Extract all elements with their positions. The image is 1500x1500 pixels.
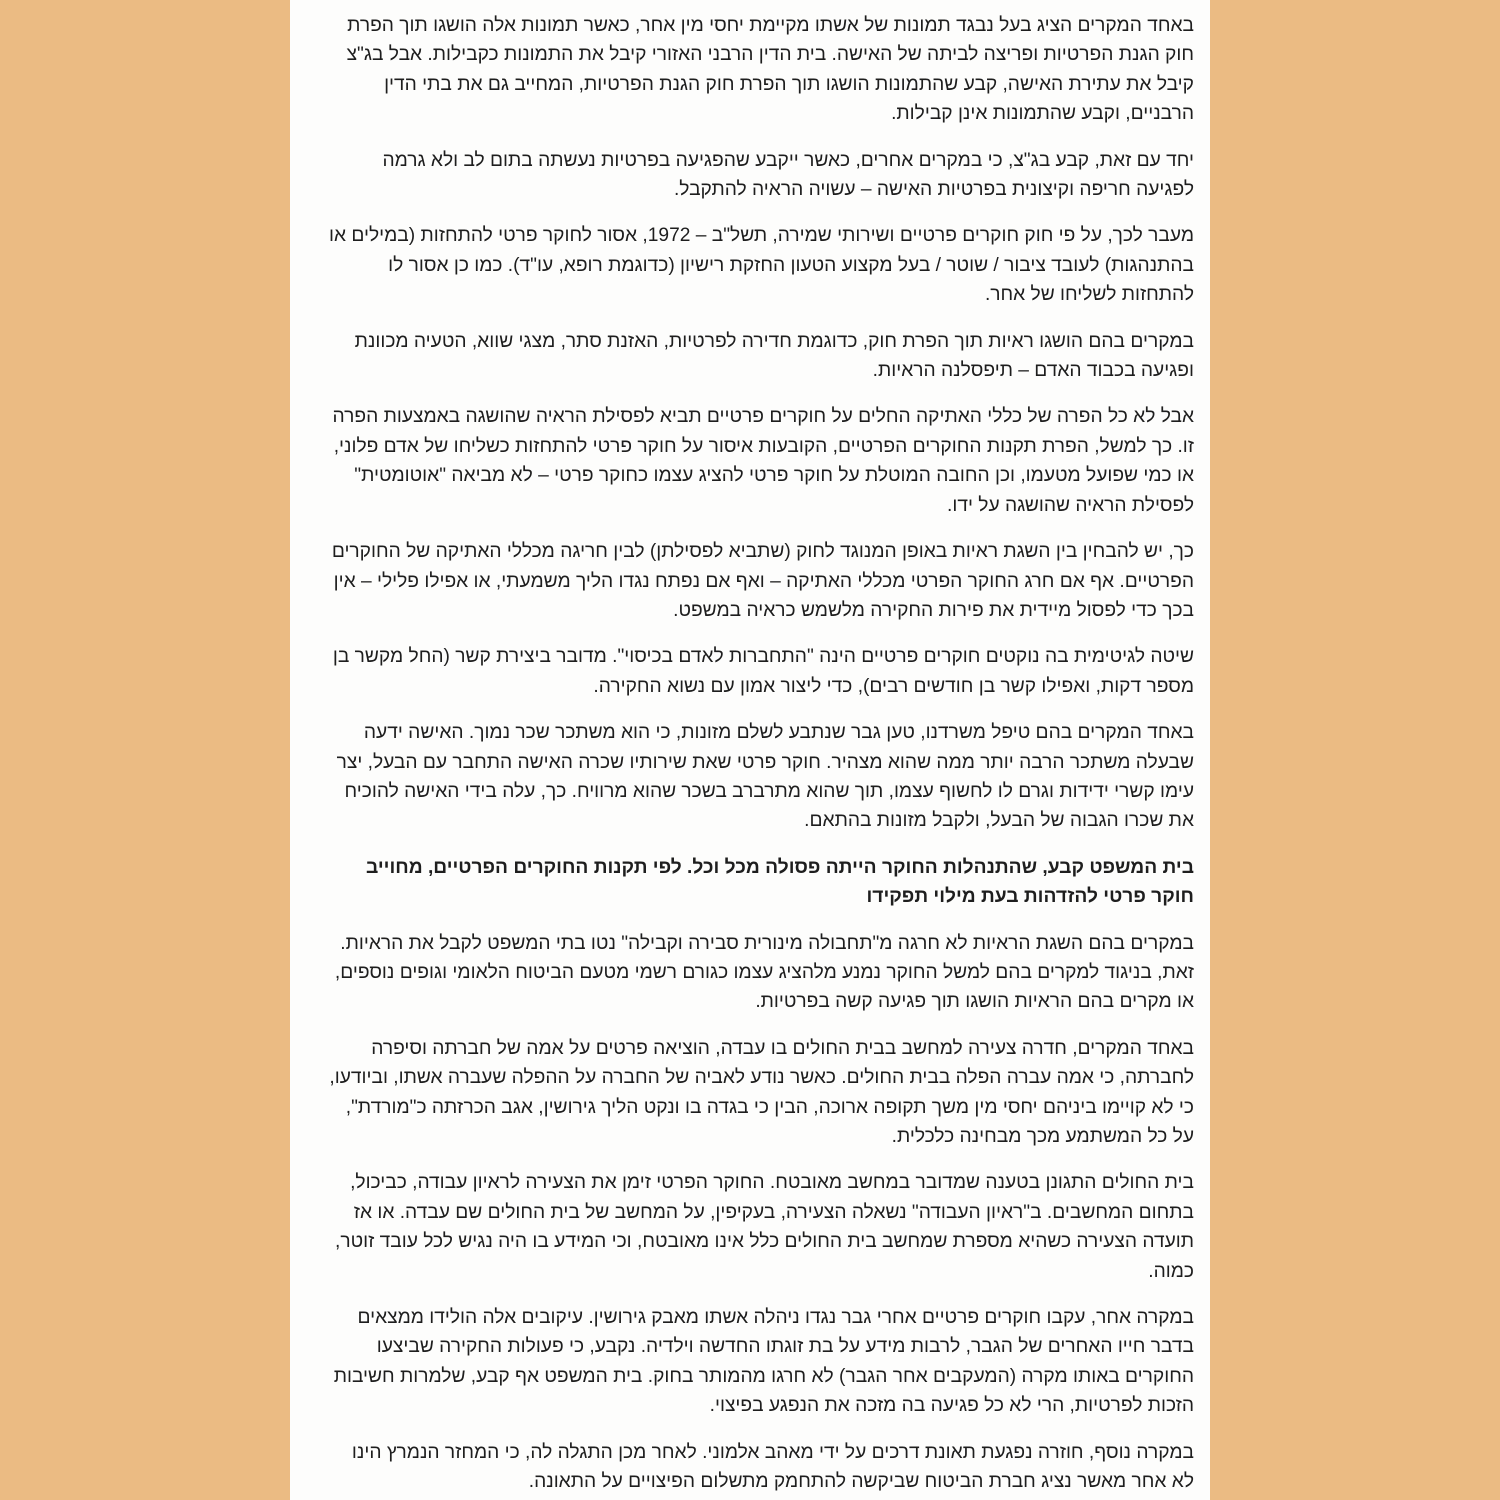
paragraph: באחד המקרים, חדרה צעירה למחשב בבית החולים בו עבדה, הוציאה פרטים על אמה של חברתה וסיפרה לחברתה, כי אמה עברה הפלה בבית החולים. כאשר נודע לאביה של החברה על ההפלה שעברה אשתו, וביודעו, כי לא קויימו ביניהם יחסי מין משך תקופה ארוכה, הבין כי בגדה בו ונקט הליך גירושין, אגב הכרזתה כ"מורדת", על כל המשתמע מכך מבחינה כלכלית. — [329, 1037, 1194, 1147]
paragraph: באחד המקרים הציג בעל נבגד תמונות של אשתו מקיימת יחסי מין אחר, כאשר תמונות אלה הושגו תוך הפרת חוק הגנת הפרטיות ופריצה לביתה של האישה. בית הדין הרבני האזורי קיבל את התמונות כקבילות. אבל בג"צ קיבל את עתירת האישה, קבע שהתמונות הושגו תוך הפרת חוק הגנת הפרטיות, המחייב גם את בתי הדין הרבניים, וקבע שהתמונות אינן קבילות. — [346, 15, 1194, 125]
article-body — [326, 11, 1194, 1496]
paragraph: באחד המקרים בהם טיפל משרדנו, טען גבר שנתבע לשלם מזונות, כי הוא משתכר שכר נמוך. האישה ידעה שבעלה משתכר הרבה יותר ממה שהוא מצהיר. חוקר פרטי שאת שירותיו שכרה האישה התחבר עם הבעל, יצר עימו קשרי ידידות וגרם לו לחשוף עצמו, תוך שהוא מתרברב בשכר שהוא מרוויח. כך, עלה בידי האישה להוכיח את שכרו הגבוה של הבעל, ולקבל מזונות בהתאם. — [336, 722, 1194, 832]
paragraph: במקרים בהם הושגו ראיות תוך הפרת חוק, כדוגמת חדירה לפרטיות, האזנת סתר, מצגי שווא, הטעיה מכוונת ופגיעה בכבוד האדם – תיפסלנה הראיות. — [354, 330, 1194, 382]
paragraph: שיטה לגיטימית בה נוקטים חוקרים פרטיים הינה "התחברות לאדם בכיסוי". מדובר ביצירת קשר (החל מקשר בן מספר דקות, ואפילו קשר בן חודשים רבים), כדי ליצור אמון עם נשוא החקירה. — [332, 646, 1194, 697]
paragraph: יחד עם זאת, קבע בג"צ, כי במקרים אחרים, כאשר ייקבע שהפגיעה בפרטיות נעשתה בתום לב ולא גרמה לפגיעה חריפה וקיצונית בפרטיות האישה – עשויה הראיה להתקבל. — [382, 149, 1194, 201]
paragraph: כך, יש להבחין בין השגת ראיות באופן המנוגד לחוק (שתביא לפסילתן) לבין חריגה מכללי האתיקה של החוקרים הפרטיים. אף אם חרג החוקר הפרטי מכללי האתיקה – ואף אם נפתח נגדו הליך משמעתי, או אפילו פלילי – אין בכך כדי לפסול מיידית את פירות החקירה מלשמש כראיה במשפט. — [331, 541, 1194, 621]
paragraph: במקרה נוסף, חוזרה נפגעת תאונת דרכים על ידי מאהב אלמוני. לאחר מכן התגלה לה, כי המחזר הנמרץ הינו לא אחר מאשר נציג חברת הביטוח שביקשה להתחמק מתשלום הפיצויים על התאונה. — [351, 1441, 1194, 1493]
paragraph: אבל לא כל הפרה של כללי האתיקה החלים על חוקרים פרטיים תביא לפסילת הראיה שהושגה באמצעות הפרה זו. כך למשל, הפרת תקנות החוקרים הפרטיים, הקובעות איסור על חוקר פרטי להתחזות כשליחו של אדם פלוני, או כמי שפועל מטעמו, וכן החובה המוטלת על חוקר פרטי להציג עצמו כחוקר פרטי – לא מביאה "אוטומטית" לפסילת הראיה שהושגה על ידו. — [332, 406, 1194, 516]
paragraph: מעבר לכך, על פי חוק חוקרים פרטיים ושירותי שמירה, תשל"ב – 1972, אסור לחוקר פרטי להתחזות (במילים או בהתנהגות) לעובד ציבור / שוטר / בעל מקצוע הטעון החזקת רישיון (כדוגמת רופא, עו"ד). כמו כן אסור לו להתחזות לשליחו של אחר. — [329, 225, 1194, 306]
bold-paragraph: בית המשפט קבע, שהתנהלות החוקר הייתה פסולה מכל וכל. לפי תקנות החוקרים הפרטיים, מחוייב חוקר פרטי להזדהות בעת מילוי תפקידו — [365, 856, 1194, 908]
paragraph: במקרים בהם השגת הראיות לא חרגה מ"תחבולה מינורית סבירה וקבילה" נטו בתי המשפט לקבל את הראיות. זאת, בניגוד למקרים בהם למשל החוקר נמנע מלהציג עצמו כגורם רשמי מטעם הביטוח הלאומי וגופים נוספים, או מקרים בהם הראיות הושגו תוך פגיעה קשה בפרטיות. — [334, 932, 1194, 1013]
paragraph: במקרה אחר, עקבו חוקרים פרטיים אחרי גבר נגדו ניהלה אשתו מאבק גירושין. עיקובים אלה הולידו ממצאים בדבר חייו האחרים של הגבר, לרבות מידע על בת זוגתו החדשה וילדיה. נקבע, כי פעולות החקירה שביצעו החוקרים באותו מקרה (המעקבים אחר הגבר) לא חרגו מהמותר בחוק. בית המשפט אף קבע, שלמרות חשיבות הזכות לפרטיות, הרי לא כל פגיעה בה מזכה את הנפגע בפיצוי. — [333, 1307, 1194, 1417]
paragraph: בית החולים התגונן בטענה שמדובר במחשב מאובטח. החוקר הפרטי זימן את הצעירה לראיון עבודה, כביכול, בתחום המחשבים. ב"ראיון העבודה" נשאלה הצעירה, בעקיפין, על המחשב של בית החולים שם עבדה. או אז תועדה הצעירה כשהיא מספרת שמחשב בית החולים כלל אינו מאובטח, וכי המידע בו היה נגיש לכל עובד זוטר, כמוה. — [335, 1172, 1194, 1282]
document-page — [290, 0, 1210, 1500]
